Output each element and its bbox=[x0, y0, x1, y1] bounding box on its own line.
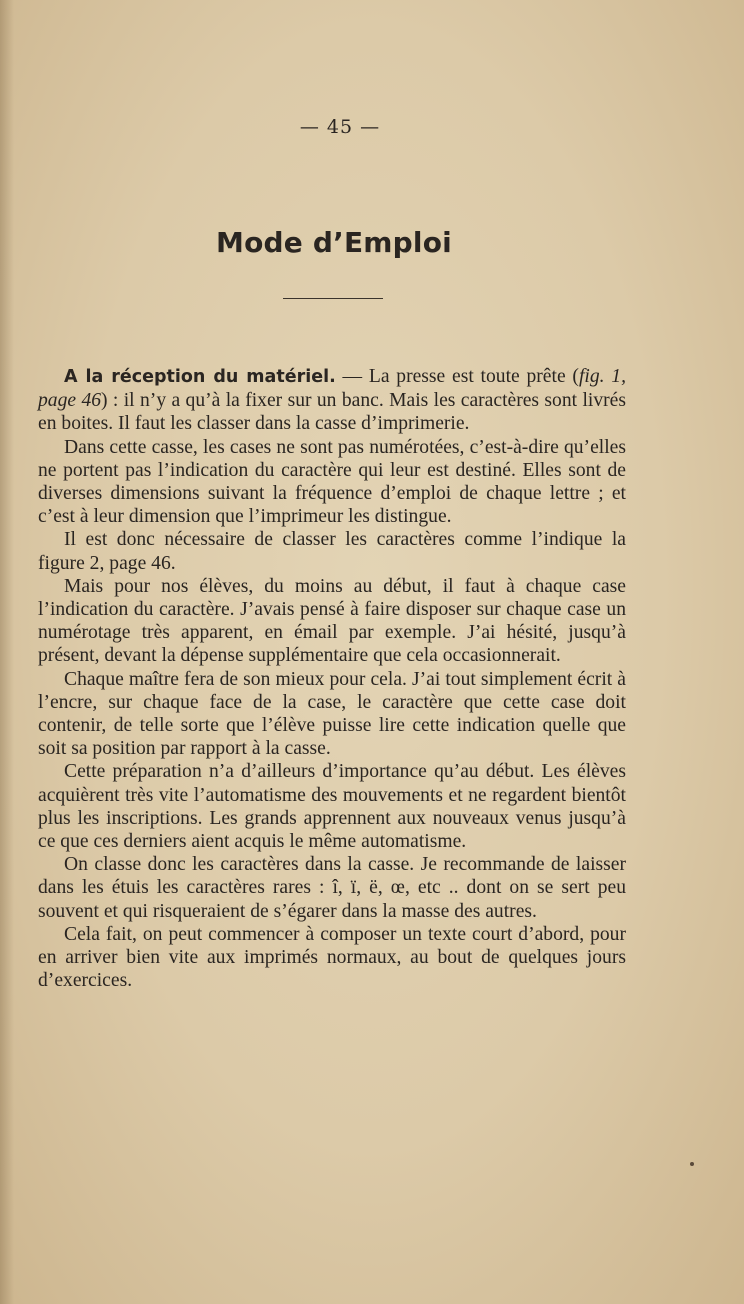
section-lead-heading: A la réception du matériel. bbox=[64, 367, 336, 387]
paragraph-reception bbox=[38, 365, 626, 436]
page-number: — 45 — bbox=[299, 116, 381, 138]
paragraph: Il est donc nécessaire de classer les caractères comme l’indique la figure 2, page 46. bbox=[38, 529, 626, 574]
paragraph: Mais pour nos élèves, du moins au début, il faut à chaque case l’indication du caractère. J’avais pensé à faire disposer sur chaque case un numérotage très apparent, en émail par exemple. J’ai hésité, jusqu’à présent, devant la dépense supplémentaire que cela occasionnerait. bbox=[38, 575, 626, 667]
paragraph: Dans cette casse, les cases ne sont pas numérotées, c’est-à-dire qu’elles ne portent pas l’indication du caractère qui leur est destiné. Elles sont de diverses dimensions suivant la fréquence d’emploi de chaque lettre ; et c’est à leur dimension que l’imprimeur les distingue. bbox=[38, 436, 626, 528]
title-divider bbox=[283, 298, 383, 299]
paragraph: Chaque maître fera de son mieux pour cela. J’ai tout simplement écrit à l’encre, sur chaque face de la case, le caractère que cette case doit contenir, de telle sorte que l’élève puisse lire cette indication quelle que soit sa position par rapport à la casse. bbox=[38, 668, 626, 760]
paper-speck bbox=[690, 1162, 694, 1166]
paragraph: Cela fait, on peut commencer à composer un texte court d’abord, pour en arriver bien vite aux imprimés normaux, au bout de quelques jours d’exercices. bbox=[38, 923, 626, 992]
page-edge-shadow bbox=[0, 0, 14, 1304]
paragraph: Cette préparation n’a d’ailleurs d’importance qu’au début. Les élèves acquièrent très vite l’automatisme des mouvements et ne regardent bientôt plus les inscriptions. Les grands apprennent aux nouveaux venus jusqu’à ce que ces derniers aient acquis le même automatisme. bbox=[38, 761, 626, 853]
figure-reference: fig. 1, page 46 bbox=[38, 366, 626, 412]
paragraph: On classe donc les caractères dans la casse. Je recommande de laisser dans les étuis les caractères rares : î, ï, ë, œ, etc .. dont on se sert peu souvent et qui risqueraient de s’égarer dans la masse des autres. bbox=[38, 854, 626, 922]
paragraph-text: — La presse est toute prête ( bbox=[335, 366, 579, 387]
paragraph-text: ) : il n’y a qu’à la fixer sur un banc. Mais les caractères sont livrés en boites. Il faut les classer dans la casse d’imprimerie. bbox=[38, 390, 626, 435]
body-text bbox=[38, 365, 626, 992]
page-title: Mode d’Emploi bbox=[216, 226, 452, 259]
